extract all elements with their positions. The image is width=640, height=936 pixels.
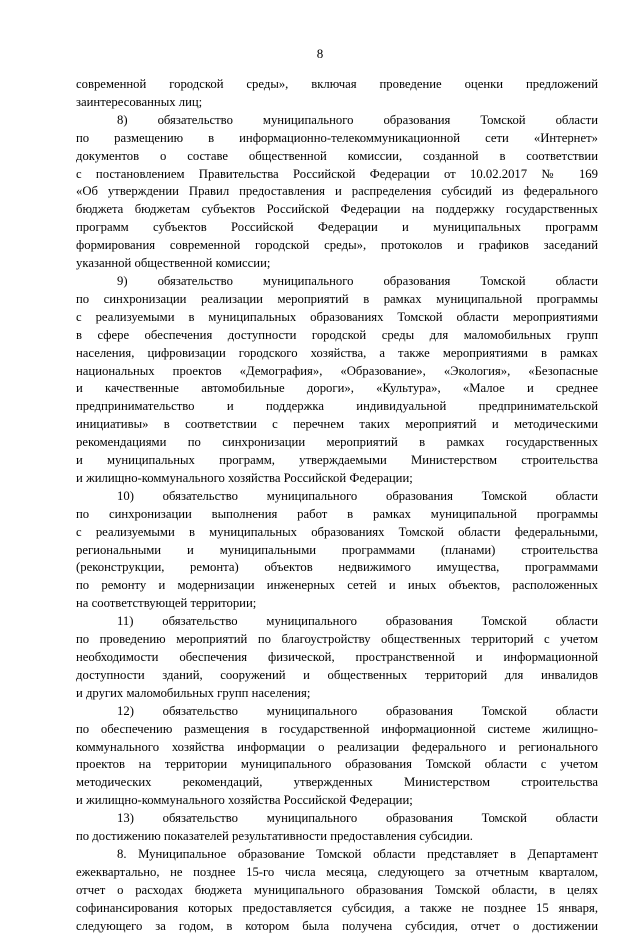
text-line: программ субъектов Российской Федерации и муниципальных программ [76,220,598,235]
text-line: по ремонту и модернизации инженерных сетей и иных объектов, расположенных [76,578,598,593]
text-line: «Об утверждении Правил предоставления и распределения субсидий из федерального [76,184,598,199]
text-line: с реализуемыми в муниципальных образованиях Томской области мероприятиями [76,309,598,324]
text-line: и жилищно-коммунального хозяйства Российской Федерации; [76,793,413,808]
text-line: по синхронизации выполнения работ в рамках муниципальной программы [76,506,598,521]
text-line: указанной общественной комиссии; [76,256,271,271]
text-line: и качественные автомобильные дороги», «Культура», «Малое и среднее [76,381,598,396]
text-line: 8. Муниципальное образование Томской области представляет в Департамент [117,846,598,861]
text-line: бюджета бюджетам субъектов Российской Федерации на поддержку государственных [76,202,598,217]
text-line: (реконструкции, ремонта) объектов недвижимого имущества, программами [76,560,598,575]
text-line: по проведению мероприятий по благоустройству общественных территорий с учетом [76,632,598,647]
text-line: и жилищно-коммунального хозяйства Российской Федерации; [76,470,413,485]
text-line: ежеквартально, не позднее 15-го числа месяца, следующего за отчетным кварталом, [76,864,598,879]
text-line: формирования современной городской среды», протоколов и графиков заседаний [76,238,598,253]
text-line: методических рекомендаций, утвержденных Министерством строительства [76,775,598,790]
text-line: доступности зданий, сооружений и общественных территорий для инвалидов [76,667,598,682]
text-line: населения, цифровизации городского хозяйства, а также мероприятиями в рамках [76,345,598,360]
text-line: проектов на территории муниципального образования Томской области с учетом [76,757,598,772]
text-line: отчет о расходах бюджета муниципального образования Томской области, в целях [76,882,598,897]
text-line: в сфере обеспечения доступности городской среды для маломобильных групп [76,327,598,342]
text-line: 8) обязательство муниципального образования Томской области [117,112,598,127]
text-line: по синхронизации реализации мероприятий в рамках муниципальной программы [76,291,598,306]
text-line: необходимости обеспечения физической, пространственной и информационной [76,650,598,664]
text-line: 11) обязательство муниципального образования Томской области [117,614,598,629]
text-line: предпринимательство и поддержка индивидуальной предпринимательской [76,399,598,414]
text-line: и муниципальных программ, утверждаемыми Министерством строительства [76,453,598,468]
text-line: следующего за годом, в котором была получена субсидия, отчет о достижении [76,918,598,933]
text-line: с постановлением Правительства Российской Федерации от 10.02.2017 № 169 [76,166,598,181]
text-line: коммунального хозяйства информации о реализации федерального и регионального [76,739,598,754]
text-line: документов о составе общественной комиссии, созданной в соответствии [76,148,598,163]
text-line: на соответствующей территории; [76,596,257,611]
text-line: заинтересованных лиц; [76,94,203,109]
text-line: 12) обязательство муниципального образования Томской области [117,703,598,718]
text-line: 9) обязательство муниципального образования Томской области [117,273,598,288]
text-line: 13) обязательство муниципального образования Томской области [117,811,598,826]
text-line: современной городской среды», включая проведение оценки предложений [76,77,598,91]
text-line: региональными и муниципальными программами (планами) строительства [76,542,598,557]
page-number: 8 [316,46,324,61]
text-line: инициативы» в соответствии с перечнем таких мероприятий и методическими [76,417,598,432]
text-line: и других маломобильных групп населения; [76,685,311,700]
text-line: рекомендациями по синхронизации мероприятий в рамках государственных [76,435,598,450]
text-line: по размещению в информационно-телекоммуникационной сети «Интернет» [76,130,598,145]
text-line: национальных проектов «Демография», «Образование», «Экология», «Безопасные [76,363,598,378]
body-text [76,76,598,936]
text-line: по достижению показателей результативности предоставления субсидии. [76,829,473,844]
text-line: 10) обязательство муниципального образования Томской области [117,488,598,503]
text-line: по обеспечению размещения в государственной информационной системе жилищно- [76,721,598,736]
text-line: с реализуемыми в муниципальных образованиях Томской области федеральными, [76,524,598,539]
text-line: софинансирования которых предоставляется субсидия, а также не позднее 15 января, [76,900,598,915]
